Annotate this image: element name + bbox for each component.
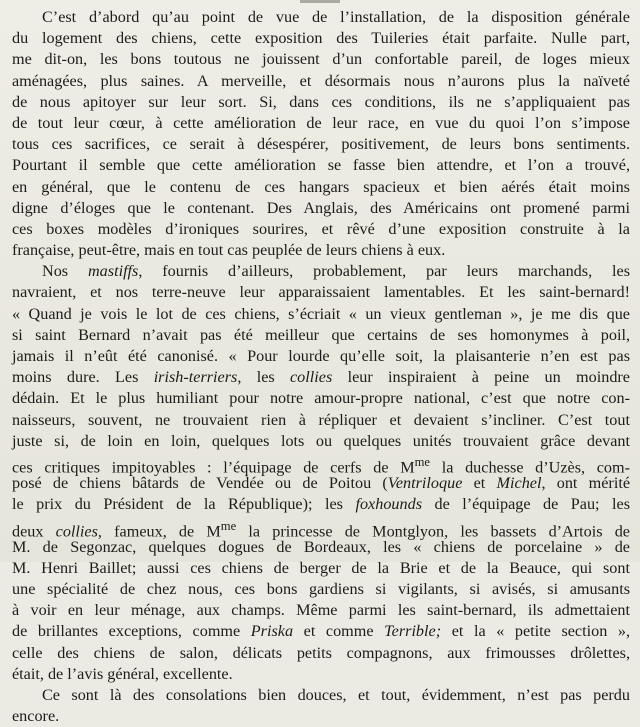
italic-term: Ventriloque: [387, 474, 463, 493]
text-line: jamais il n’eût été canonisé. « Pour lourde qu’elle soit, la plaisanterie n’en est pas: [12, 347, 630, 365]
italic-term: Michel: [496, 474, 542, 493]
italic-term: collies: [55, 521, 98, 540]
text-line: était, de l’avis général, excellente.: [12, 664, 233, 683]
italic-term: Priska: [250, 622, 294, 641]
text-line: [12, 367, 630, 388]
text-line: M. de Segonzac, quelques dogues de Bordeaux, les « chiens de porcelaine » de: [12, 537, 630, 556]
text-run: moins dure. Les: [12, 368, 154, 387]
text-line: ces boxes modèles d’ironiques sourires, et rêvé d’une exposition construite à la: [12, 219, 630, 238]
text-line: en général, que le contenu de ces hangars spacieux et bien aérés était moins: [12, 177, 630, 196]
text-line: [12, 473, 630, 494]
text-line: « Quand je vois le lot de ces chiens, s’écriait « un vieux gentleman », je me dis que: [12, 304, 630, 323]
text-line: naisseurs, souvent, ne trouvaient rien à répliquer et devaient s’incliner. C’est tout: [12, 410, 630, 429]
text-line: française, peut-être, mais en tout cas peuplée de leurs chiens à eux.: [12, 241, 446, 260]
italic-term: foxhounds: [355, 495, 422, 514]
text-line: encore.: [12, 707, 60, 726]
italic-term: irish-terriers: [153, 368, 238, 387]
cropped-heading-mark: [300, 0, 340, 3]
text-run: , les: [237, 368, 290, 387]
text-run: le prix du Président de la République); les: [12, 495, 356, 514]
text-line: navraient, et nos terre-neuve leur apparaissaient lamentables. Et les saint-bernard!: [12, 283, 630, 302]
text-run: la princesse de Montglyon, les bassets d’Artois de: [236, 521, 630, 540]
text-line: du logement des chiens, cette exposition des Tuileries était parfaite. Nulle part,: [12, 29, 630, 48]
text-line: juste si, de loin en loin, quelques lots ou quelques unités trouvaient grâce devant: [12, 431, 630, 450]
italic-term: mastiffs: [87, 262, 139, 281]
text-run: de brillantes exceptions, comme: [12, 622, 251, 641]
text-line: si saint Bernard n’avait pas été meilleur que certains de ses homonymes à poil,: [12, 325, 630, 344]
text-line: M. Henri Baillet; aussi ces chiens de berger de la Brie et de la Beauce, qui sont: [12, 558, 630, 577]
text-line: tous ces sacrifices, ce serait à désespérer, positivement, de leurs bons sentiments.: [12, 135, 630, 154]
text-line: une spécialité de chez nous, ces bons gardiens si vigilants, si avisés, si amusants: [12, 580, 630, 599]
text-line: me dit-on, les bons toutous ne jouissent d’un confortable pareil, de loges mieux: [12, 50, 630, 69]
article-text: [12, 7, 631, 726]
text-line: [12, 452, 630, 477]
text-line: [12, 621, 630, 642]
text-line: [12, 516, 630, 540]
text-run: deux: [12, 521, 56, 540]
text-line: [12, 261, 630, 282]
text-run: Nos: [42, 262, 88, 281]
italic-term: collies: [290, 368, 333, 387]
superscript: me: [414, 454, 431, 469]
text-line: C’est d’abord qu’au point de vue de l’installation, de la disposition générale: [42, 8, 630, 26]
italic-term: Terrible;: [384, 622, 442, 641]
text-run: , fameux, de M: [97, 521, 221, 540]
superscript: me: [220, 518, 237, 533]
text-run: et: [462, 474, 497, 493]
text-run: et comme: [293, 622, 385, 641]
text-run: , ont mérité: [541, 474, 630, 493]
text-line: aménagées, plus saines. A merveille, et désormais nous n’aurons plus la naïveté: [12, 71, 630, 90]
text-run: de l’équipage de Pau; les: [422, 495, 630, 514]
text-line: [12, 494, 630, 515]
text-line: de tout leur cœur, à cette amélioration de leur race, en vue du quoi l’on s’impose: [12, 113, 630, 132]
text-run: ces critiques impitoyables : l’équipage de cerfs de M: [12, 458, 415, 477]
text-line: à voir en leur ménage, aux champs. Même parmi les saint-bernard, ils admettaient: [12, 601, 630, 620]
text-line: Ce sont là des consolations bien douces, et tout, évidemment, n’est pas perdu: [42, 686, 630, 704]
text-run: la duchesse d’Uzès, com-: [430, 458, 630, 477]
text-line: dédain. Et le plus humiliant pour notre amour-propre national, c’est que notre con-: [12, 389, 630, 408]
text-line: celle des chiens de salon, délicats petits compagnons, aux frimousses drôlettes,: [12, 643, 630, 662]
text-run: , fournis d’ailleurs, probablement, par leurs marchands, les: [138, 262, 630, 281]
text-run: leur inspiraient à peine un moindre: [332, 368, 630, 387]
text-line: de nous apitoyer sur leur sort. Si, dans ces conditions, ils ne s’appliquaient pas: [12, 92, 630, 111]
text-run: posé de chiens bâtards de Vendée ou de Poitou (: [12, 474, 388, 493]
text-run: et la « petite section »,: [441, 622, 631, 641]
text-line: digne d’éloges que le contenant. Des Anglais, des Américains ont promené parmi: [12, 198, 630, 217]
text-line: Pourtant il semble que cette amélioration se fasse bien attendre, et l’on a trouvé,: [12, 156, 630, 175]
